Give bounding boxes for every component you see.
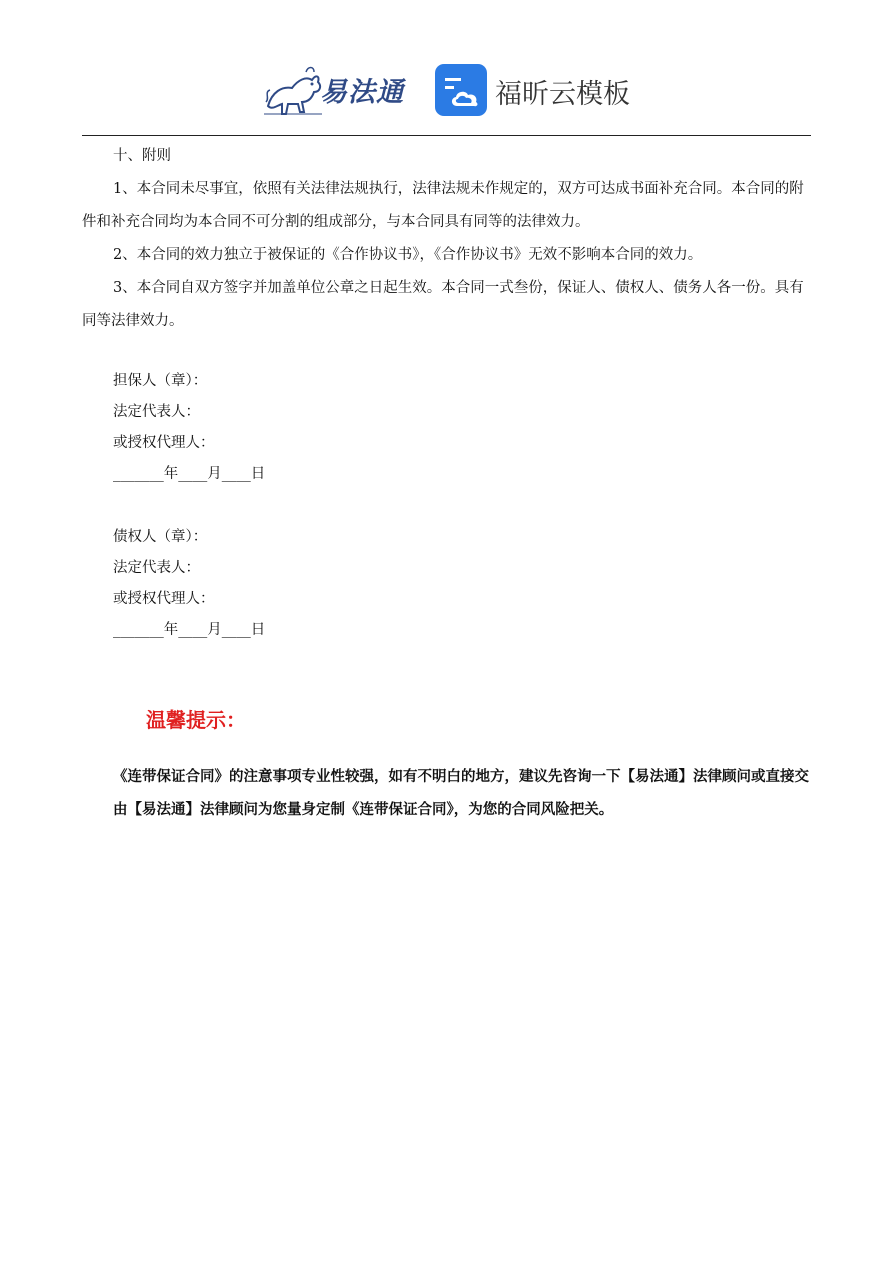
guarantor-party-label: 担保人（章）： bbox=[113, 373, 208, 389]
guarantor-signature-block bbox=[113, 366, 265, 490]
paragraph-3: 3、本合同自双方签字并加盖单位公章之日起生效。本合同一式叁份，保证人、债权人、债务人各一份。具有同等法律效力。 bbox=[82, 280, 804, 329]
tip-title: 温馨提示： bbox=[146, 708, 246, 732]
guarantor-date-line: _______年____月____日 bbox=[113, 466, 266, 482]
qilin-mascot-icon bbox=[262, 62, 324, 118]
document-body bbox=[82, 140, 811, 338]
section-heading: 十、附则 bbox=[113, 148, 171, 164]
guarantor-rep-label: 法定代表人： bbox=[113, 404, 200, 420]
paragraph-1: 1、本合同未尽事宜，依照有关法律法规执行，法律法规未作规定的，双方可达成书面补充合同。本合同的附件和补充合同均为本合同不可分割的组成部分，与本合同具有同等的法律效力。 bbox=[82, 181, 804, 230]
creditor-rep-label: 法定代表人： bbox=[113, 560, 200, 576]
fuxin-logo-text: 福昕云模板 bbox=[495, 79, 630, 110]
paragraph-2: 2、本合同的效力独立于被保证的《合作协议书》，《合作协议书》无效不影响本合同的效力。 bbox=[113, 247, 703, 263]
tip-text: 《连带保证合同》的注意事项专业性较强，如有不明白的地方，建议先咨询一下【易法通】法律顾问或直接交由【易法通】法律顾问为您量身定制《连带保证合同》，为您的合同风险把关。 bbox=[113, 768, 809, 818]
creditor-signature-block bbox=[113, 522, 265, 646]
guarantor-agent-label: 或授权代理人： bbox=[113, 435, 215, 451]
page-header bbox=[0, 0, 893, 136]
fuxin-cloud-template-logo bbox=[435, 64, 645, 116]
yifatong-logo-text: 易法通 bbox=[320, 77, 404, 108]
creditor-agent-label: 或授权代理人： bbox=[113, 591, 215, 607]
cloud-document-icon bbox=[435, 64, 487, 116]
creditor-date-line: _______年____月____日 bbox=[113, 622, 266, 638]
header-divider bbox=[82, 135, 811, 136]
creditor-party-label: 债权人（章）： bbox=[113, 529, 208, 545]
yifatong-logo bbox=[262, 62, 412, 118]
